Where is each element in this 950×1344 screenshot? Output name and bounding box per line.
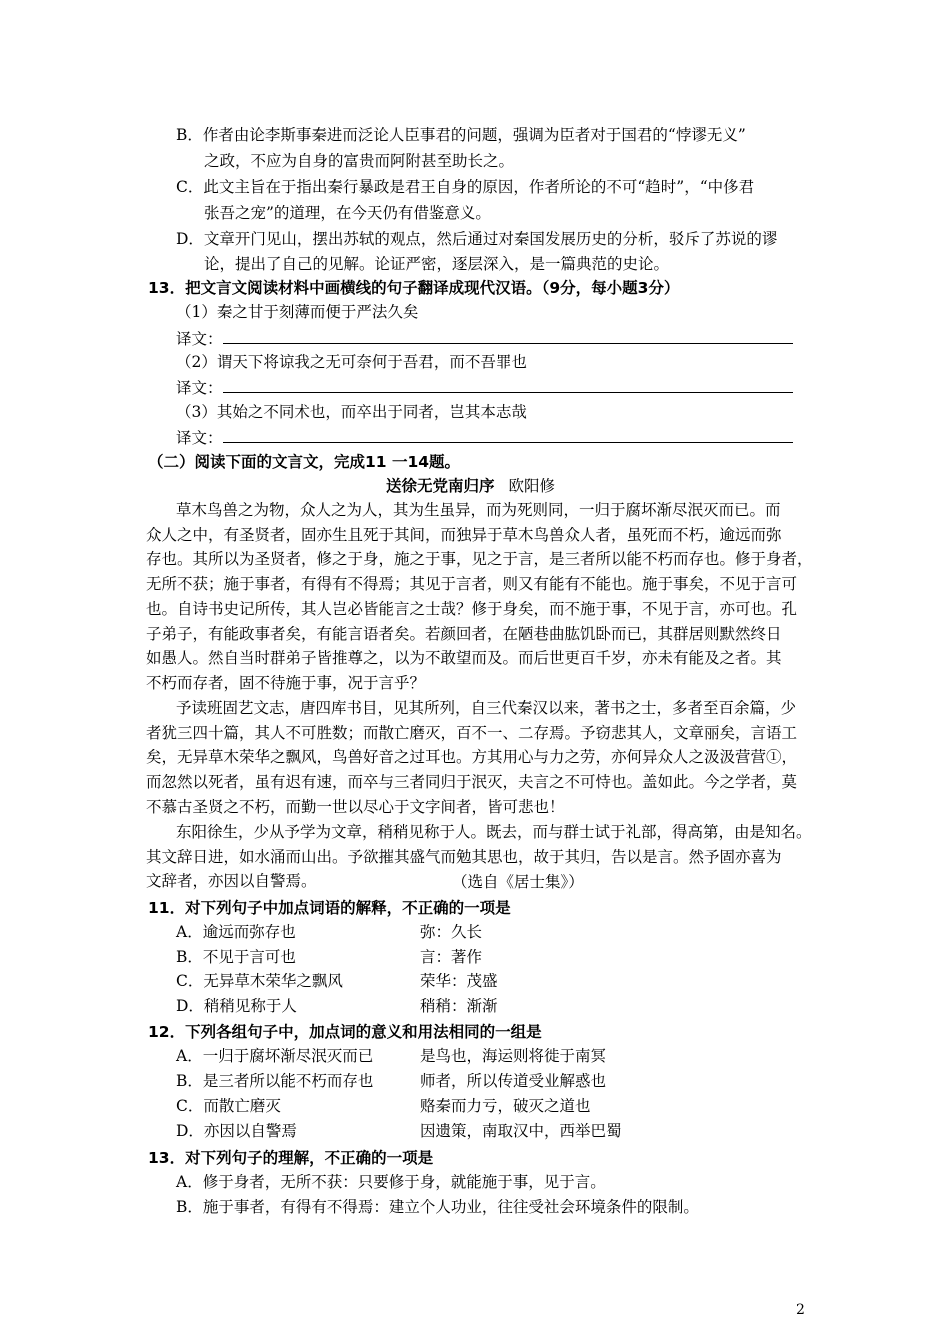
option-right: 赂秦而力亏，破灭之道也 bbox=[420, 1097, 591, 1115]
paragraph-line: 众人之中，有圣贤者，固亦生且死于其间，而独异于草木鸟兽众人者，虽死而不朽，逾远而弥 bbox=[146, 525, 782, 544]
translation-question-heading: 13．把文言文阅读材料中画横线的句子翻译成现代汉语。（9分，每小题3分） bbox=[148, 279, 680, 297]
option-right: 稍稍：渐渐 bbox=[420, 996, 498, 1015]
translation-label: 译文： bbox=[176, 330, 223, 348]
paragraph-line: 无所不获；施于事者，有得有不得焉；其见于言者，则又有能有不能也。施于事矣，不见于言可 bbox=[146, 575, 798, 594]
option-b-line2: 之政，不应为自身的富贵而阿附甚至助长之。 bbox=[204, 152, 515, 170]
paragraph-line: 存也。其所以为圣贤者，修之于身，施之于事，见之于言，是三者所以能不朽而存也。修于身者， bbox=[146, 550, 813, 569]
paragraph-line: 草木鸟兽之为物，众人之为人，其为生虽异，而为死则同，一归于腐坏渐尽泯灭而已。而 bbox=[176, 501, 781, 519]
translation-label: 译文： bbox=[176, 429, 223, 447]
paragraph-line: 如愚人。然自当时群弟子皆推尊之，以为不敢望而及。而后世更百千岁，亦未有能及之者。其 bbox=[146, 649, 782, 668]
q11-heading: 11．对下列句子中加点词语的解释，不正确的一项是 bbox=[148, 899, 511, 917]
essay-author: 欧阳修 bbox=[508, 477, 556, 495]
source-note: （选自《居士集》） bbox=[452, 873, 584, 891]
paragraph-line: 不慕古圣贤之不朽，而勤一世以尽心于文字间者，皆可悲也！ bbox=[146, 797, 565, 816]
translation-sentence-2: （2）谓天下将谅我之无可奈何于吾君，而不吾罪也 bbox=[176, 353, 527, 371]
paragraph-line: 文辞者，亦因以自警焉。 bbox=[146, 872, 317, 891]
option-left: D．稍稍见称于人 bbox=[176, 996, 297, 1015]
paragraph-line: 者犹三四十篇，其人不可胜数；而散亡磨灭，百不一、二存焉。予窃悲其人，文章丽矣，言语工 bbox=[146, 723, 798, 742]
option-d-line2: 论，提出了自己的见解。论证严密，逐层深入，是一篇典范的史论。 bbox=[204, 255, 670, 273]
option-right: 荣华：茂盛 bbox=[420, 972, 498, 990]
option-right: 弥：久长 bbox=[420, 923, 483, 941]
option-left: C．无异草木荣华之飘风 bbox=[176, 972, 343, 990]
translation-label: 译文： bbox=[176, 379, 223, 397]
essay-title-line bbox=[386, 475, 555, 497]
page-number: 2 bbox=[796, 1302, 805, 1318]
option-c-line1: C．此文主旨在于指出秦行暴政是君王自身的原因，作者所论的不可“趋时”，“中侈君 bbox=[176, 178, 755, 196]
option-left: B．不见于言可也 bbox=[176, 947, 296, 966]
q12-heading: 12．下列各组句子中，加点词的意义和用法相同的一组是 bbox=[148, 1023, 542, 1041]
option-right: 因遗策，南取汉中，西举巴蜀 bbox=[420, 1122, 622, 1140]
translation-sentence-3: （3）其始之不同术也，而卒出于同者，岂其本志哉 bbox=[176, 403, 527, 421]
paragraph-line: 予读班固艺文志，唐四库书目，见其所列，自三代秦汉以来，著书之士，多者至百余篇，少 bbox=[176, 699, 797, 717]
option-right: 师者，所以传道受业解惑也 bbox=[420, 1072, 607, 1090]
paragraph-line: 也。自诗书史记所传，其人岂必皆能言之士哉？修于身矣，而不施于事，不见于言，亦可也。孔 bbox=[146, 599, 798, 618]
section-heading: （二）阅读下面的文言文，完成11 一14题。 bbox=[148, 453, 461, 471]
paragraph-line: 东阳徐生，少从予学为文章，稍稍见称于人。既去，而与群士试于礼部，得高第，由是知名。 bbox=[176, 823, 812, 841]
translation-answer-3 bbox=[176, 426, 793, 449]
translation-sentence-1: （1）秦之甘于刻薄而便于严法久矣 bbox=[176, 303, 419, 321]
q13-option-b: B．施于事者，有得有不得焉：建立个人功业，往往受社会环境条件的限制。 bbox=[176, 1198, 699, 1216]
answer-blank-1[interactable] bbox=[223, 327, 793, 344]
answer-blank-2[interactable] bbox=[223, 376, 793, 393]
translation-answer-1 bbox=[176, 327, 793, 350]
option-c-line2: 张吾之宠”的道理，在今天仍有借鉴意义。 bbox=[204, 204, 491, 222]
option-left: D．亦因以自警焉 bbox=[176, 1122, 297, 1140]
option-right: 言：著作 bbox=[420, 947, 483, 966]
option-b-line1: B．作者由论李斯事秦进而泛论人臣事君的问题，强调为臣者对于国君的“悖谬无义” bbox=[176, 126, 746, 144]
option-left: A．一归于腐坏渐尽泯灭而已 bbox=[176, 1047, 374, 1065]
option-right: 是鸟也，海运则将徙于南冥 bbox=[420, 1047, 607, 1065]
option-left: B．是三者所以能不朽而存也 bbox=[176, 1072, 374, 1090]
paragraph-line: 而忽然以死者，虽有迟有速，而卒与三者同归于泯灭，夫言之不可恃也。盖如此。今之学者，莫 bbox=[146, 773, 798, 792]
option-left: C．而散亡磨灭 bbox=[176, 1097, 281, 1115]
answer-blank-3[interactable] bbox=[223, 426, 793, 443]
paragraph-line: 不朽而存者，固不待施于事，况于言乎？ bbox=[146, 673, 426, 692]
paragraph-line: 子弟子，有能政事者矣，有能言语者矣。若颜回者，在陋巷曲肱饥卧而已，其群居则默然终日 bbox=[146, 624, 782, 643]
q13-heading: 13．对下列句子的理解，不正确的一项是 bbox=[148, 1149, 434, 1167]
option-d-line1: D．文章开门见山，摆出苏轼的观点，然后通过对秦国发展历史的分析，驳斥了苏说的谬 bbox=[176, 230, 778, 248]
option-left: A．逾远而弥存也 bbox=[176, 923, 296, 941]
translation-answer-2 bbox=[176, 376, 793, 399]
q13-option-a: A．修于身者，无所不获：只要修于身，就能施于事，见于言。 bbox=[176, 1173, 606, 1191]
paragraph-line: 其文辞日进，如水涌而山出。予欲摧其盛气而勉其思也，故于其归，告以是言。然予固亦喜为 bbox=[146, 847, 782, 866]
essay-title: 送徐无党南归序 bbox=[386, 477, 495, 495]
paragraph-line: 矣，无异草木荣华之飘风，鸟兽好音之过耳也。方其用心与力之劳，亦何异众人之汲汲营营①， bbox=[146, 748, 798, 767]
